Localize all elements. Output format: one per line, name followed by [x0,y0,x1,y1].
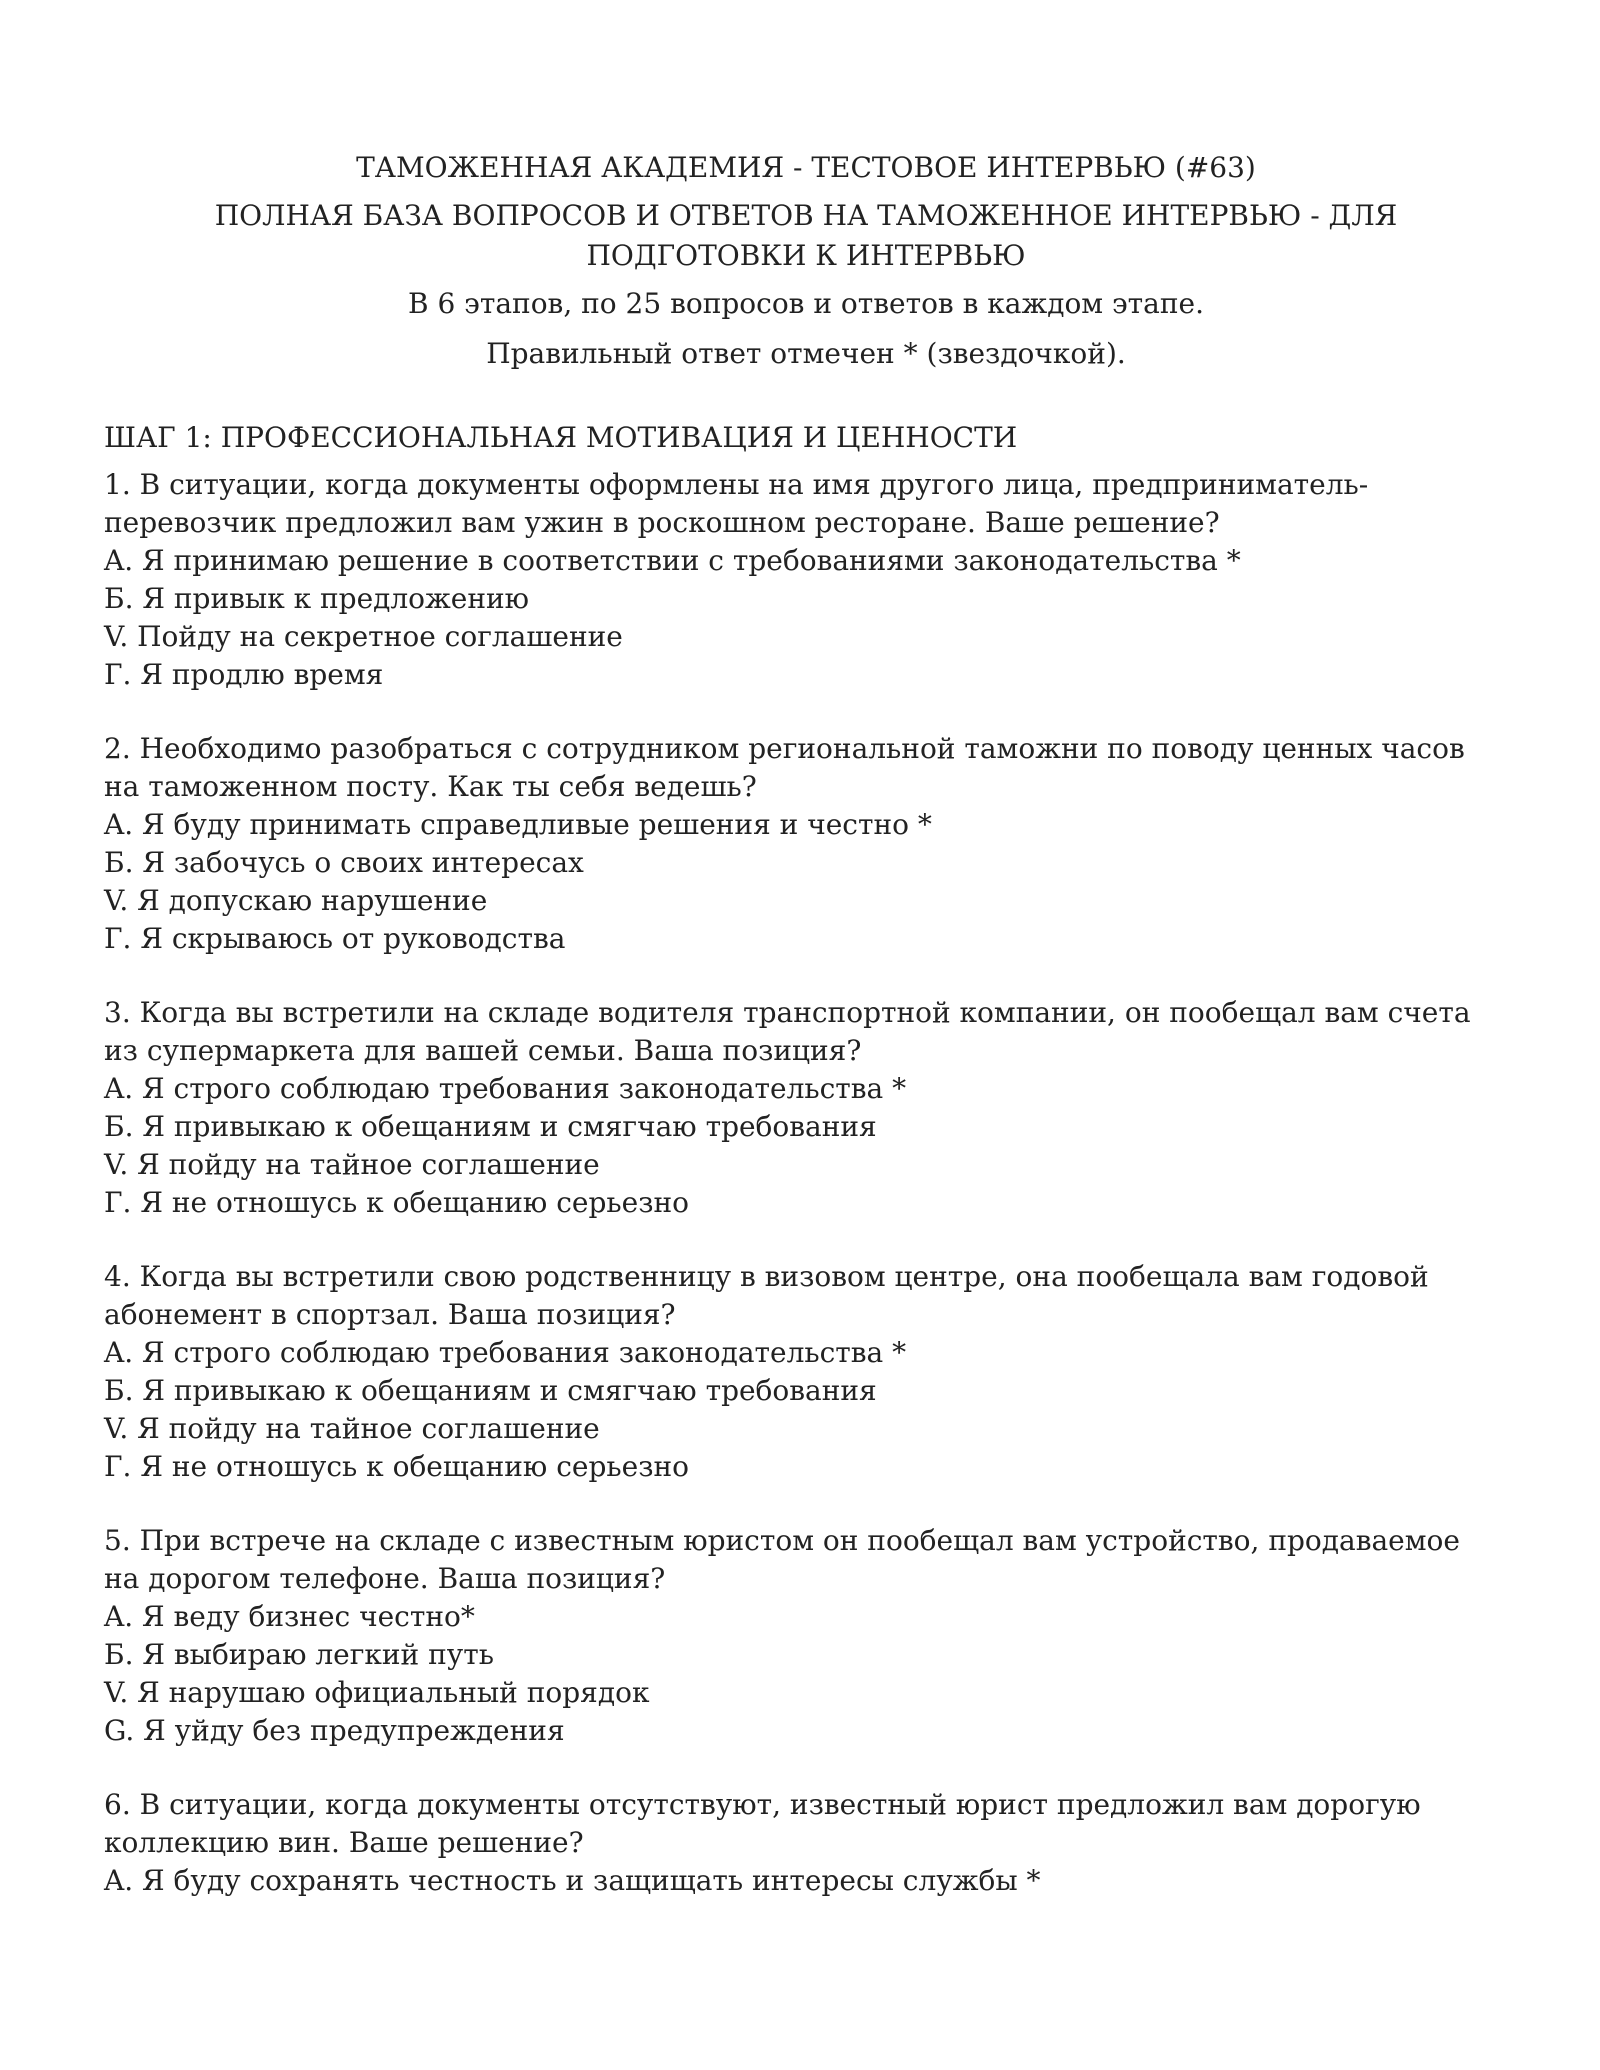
document-title: ТАМОЖЕННАЯ АКАДЕМИЯ - ТЕСТОВОЕ ИНТЕРВЬЮ (#63) [356,151,1256,184]
answer-option: A. Я буду принимать справедливые решения и честно * [104,808,932,841]
answer-option: V. Я пойду на тайное соглашение [104,1148,600,1181]
answer-option: A. Я принимаю решение в соответствии с требованиями законодательства * [104,544,1241,577]
answer-option: A. Я строго соблюдаю требования законодательства * [104,1072,907,1105]
answer-option: Б. Я привык к предложению [104,582,530,615]
answer-option: Г. Я не отношусь к обещанию серьезно [104,1186,689,1219]
question-1 [104,466,1478,694]
question-3 [104,994,1478,1222]
answer-option: V. Я пойду на тайное соглашение [104,1412,600,1445]
document-subtitle: ПОЛНАЯ БАЗА ВОПРОСОВ И ОТВЕТОВ НА ТАМОЖЕННОЕ ИНТЕРВЬЮ - ДЛЯ ПОДГОТОВКИ К ИНТЕРВЬЮ [214,199,1398,272]
answer-note: Правильный ответ отмечен * (звездочкой). [486,337,1126,370]
question-text: 5. При встрече на складе с известным юристом он пообещал вам устройство, продаваемое на дорогом телефоне. Ваша позиция? [104,1524,1460,1595]
question-text: 4. Когда вы встретили свою родственницу в визовом центре, она пообещала вам годовой абонемент в спортзал. Ваша позиция? [104,1260,1429,1331]
question-text: 3. Когда вы встретили на складе водителя транспортной компании, он пообещал вам счета из супермаркета для вашей семьи. Ваша позиция? [104,996,1471,1067]
answer-option: V. Я допускаю нарушение [104,884,488,917]
answer-option: Б. Я привыкаю к обещаниям и смягчаю требования [104,1374,877,1407]
answer-option: G. Я уйду без предупреждения [104,1714,565,1747]
question-text: 2. Необходимо разобраться с сотрудником региональной таможни по поводу ценных часов на таможенном посту. Как ты себя ведешь? [104,732,1465,803]
question-6 [104,1786,1478,1900]
answer-option: A. Я веду бизнес честно* [104,1600,475,1633]
document-header [104,148,1478,374]
question-text: 6. В ситуации, когда документы отсутствуют, известный юрист предложил вам дорогую коллекцию вин. Ваше решение? [104,1788,1421,1859]
answer-option: Б. Я забочусь о своих интересах [104,846,584,879]
question-text: 1. В ситуации, когда документы оформлены на имя другого лица, предприниматель-перевозчик предложил вам ужин в роскошном ресторане. Ваше решение? [104,468,1369,539]
answer-option: Г. Я продлю время [104,658,384,691]
step-title: ШАГ 1: ПРОФЕССИОНАЛЬНАЯ МОТИВАЦИЯ И ЦЕННОСТИ [104,421,1018,454]
answer-option: Г. Я скрываюсь от руководства [104,922,566,955]
answer-option: Г. Я не отношусь к обещанию серьезно [104,1450,689,1483]
answer-option: V. Я нарушаю официальный порядок [104,1676,650,1709]
answer-option: V. Пойду на секретное соглашение [104,620,623,653]
answer-option: Б. Я выбираю легкий путь [104,1638,494,1671]
answer-option: A. Я строго соблюдаю требования законодательства * [104,1336,907,1369]
question-5 [104,1522,1478,1750]
answer-option: A. Я буду сохранять честность и защищать интересы службы * [104,1864,1041,1897]
question-2 [104,730,1478,958]
stages-description: В 6 этапов, по 25 вопросов и ответов в каждом этапе. [407,287,1204,320]
question-4 [104,1258,1478,1486]
answer-option: Б. Я привыкаю к обещаниям и смягчаю требования [104,1110,877,1143]
